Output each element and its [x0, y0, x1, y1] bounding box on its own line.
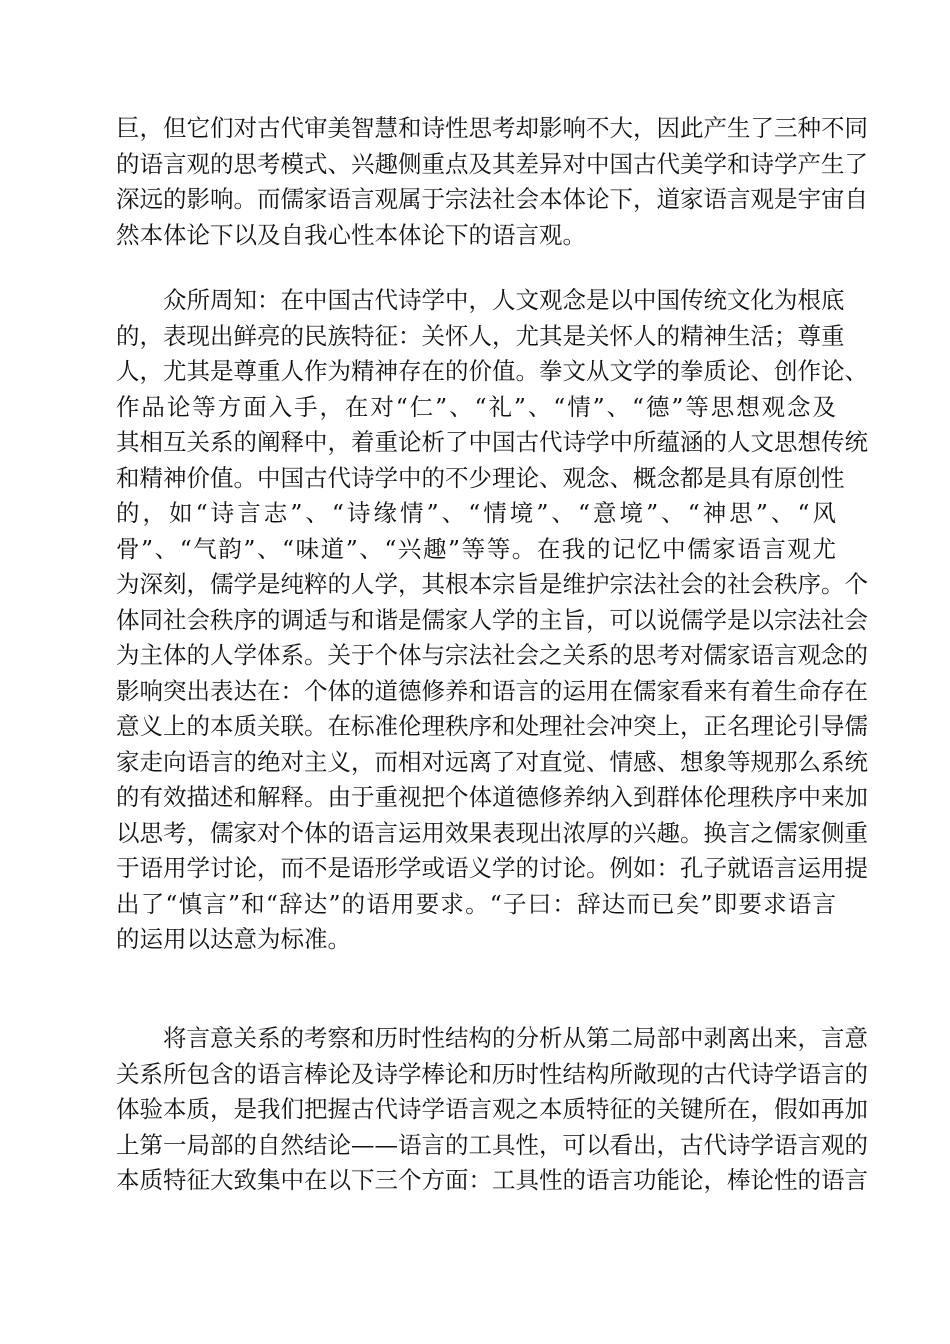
text-line: 和精神价值。中国古代诗学中的不少理论、观念、概念都是具有原创性: [116, 463, 845, 492]
text-line: 众所周知：在中国古代诗学中，人文观念是以中国传统文化为根底: [163, 286, 845, 314]
paragraph-3: [116, 1021, 868, 1199]
text-line: 的语言观的思考模式、兴趣侧重点及其差异对中国古代美学和诗学产生了: [116, 149, 868, 178]
paragraph-2: [116, 283, 868, 958]
text-line: 的运用以达意为标准。: [116, 925, 351, 953]
text-line: 意义上的本质关联。在标准伦理秩序和处理社会冲突上，正名理论引导儒: [116, 712, 868, 740]
text-line: 的有效描述和解释。由于重视把个体道德修养纳入到群体伦理秩序中来加: [116, 783, 868, 811]
text-line: 体同社会秩序的调适与和谐是儒家人学的主旨，可以说儒学是以宗法社会: [116, 605, 868, 634]
text-line: 作品论等方面入手，在对“仁”、“礼”、“情”、“德”等思想观念及: [116, 392, 836, 421]
text-line: 以思考，儒家对个体的语言运用效果表现出浓厚的兴趣。换言之儒家侧重: [116, 818, 868, 847]
text-line: 本质特征大致集中在以下三个方面：工具性的语言功能论，棒论性的语言: [116, 1166, 868, 1194]
text-line: 其相互关系的阐释中，着重论析了中国古代诗学中所蕴涵的人文思想传统: [116, 428, 868, 456]
text-line: 然本体论下以及自我心性本体论下的语言观。: [116, 220, 586, 249]
text-line: 的，表现出鲜亮的民族特征：关怀人，尤其是关怀人的精神生活；尊重: [116, 321, 845, 350]
text-line: 上第一局部的自然结论——语言的工具性，可以看出，古代诗学语言观的: [116, 1130, 868, 1159]
text-line: 为深刻，儒学是纯粹的人学，其根本宗旨是维护宗法社会的社会秩序。个: [116, 570, 868, 598]
text-line: 家走向语言的绝对主义，而相对远离了对直觉、情感、想象等规那么系统: [116, 747, 868, 776]
text-line: 深远的影响。而儒家语言观属于宗法社会本体论下，道家语言观是宇宙自: [116, 185, 868, 213]
text-line: 骨”、“气韵”、“味道”、“兴趣”等等。在我的记忆中儒家语言观尤: [116, 534, 836, 563]
text-line: 人，尤其是尊重人作为精神存在的价值。拳文从文学的拳质论、创作论、: [116, 357, 868, 385]
text-line: 巨，但它们对古代审美智慧和诗性思考却影响不大，因此产生了三种不同: [116, 114, 868, 142]
text-line: 的，如“诗言志”、“诗缘情”、“情境”、“意境”、“神思”、“风: [116, 499, 836, 527]
paragraph-1: [116, 111, 868, 253]
text-line: 于语用学讨论，而不是语形学或语义学的讨论。例如：孔子就语言运用提: [116, 854, 868, 882]
text-line: 出了“慎言”和“辞达”的语用要求。“子曰：辞达而已矣”即要求语言: [116, 889, 836, 918]
text-line: 为主体的人学体系。关于个体与宗法社会之关系的思考对儒家语言观念的: [116, 641, 868, 669]
text-line: 体验本质，是我们把握古代诗学语言观之本质特征的关键所在，假如再加: [116, 1095, 868, 1123]
text-line: 影响突出表达在：个体的道德修养和语言的运用在儒家看来有着生命存在: [116, 676, 868, 705]
text-line: 将言意关系的考察和历时性结构的分析从第二局部中剥离出来，言意: [163, 1024, 868, 1052]
text-line: 关系所包含的语言棒论及诗学棒论和历时性结构所敞现的古代诗学语言的: [116, 1059, 868, 1088]
